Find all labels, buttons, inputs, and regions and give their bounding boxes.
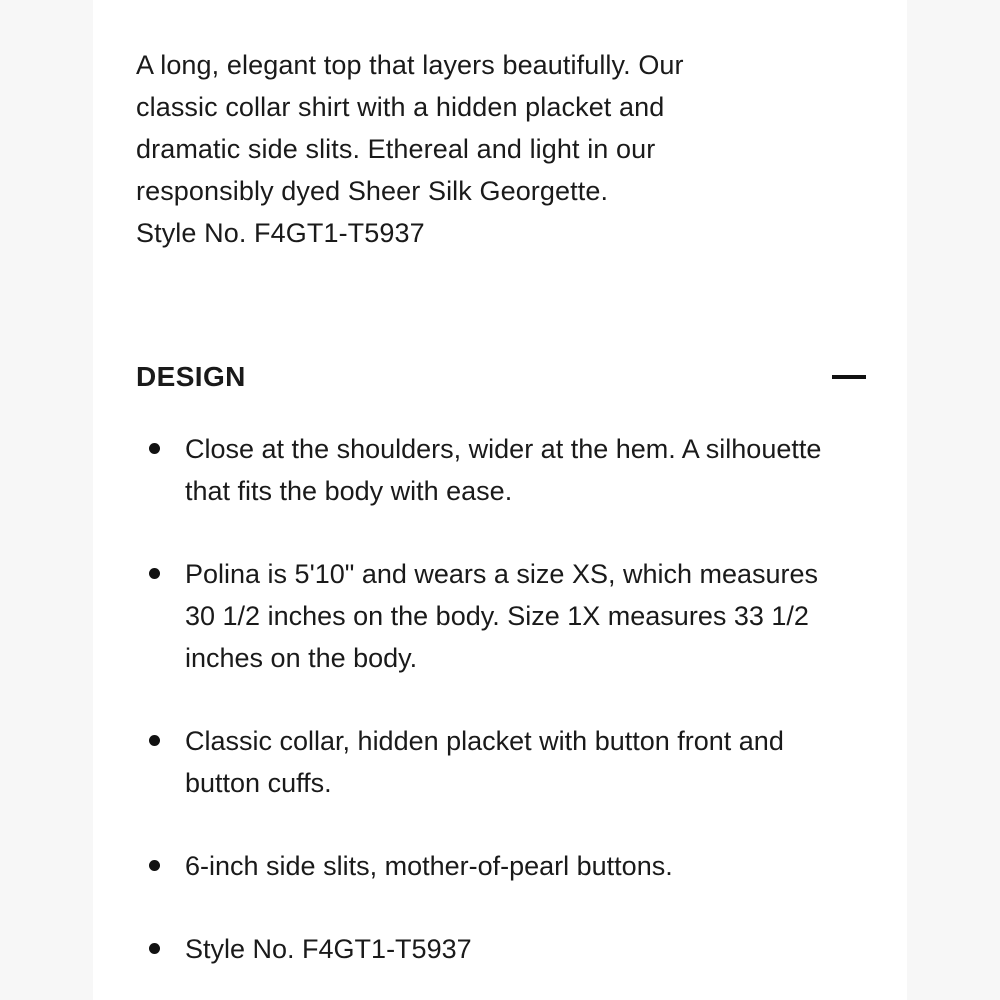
list-item-text: 6-inch side slits, mother-of-pearl buttons. — [185, 851, 673, 881]
bullet-icon — [149, 735, 160, 746]
design-section-toggle[interactable] — [136, 355, 866, 399]
minus-icon[interactable] — [832, 375, 866, 379]
description-line: dramatic side slits. Ethereal and light in our — [136, 134, 656, 164]
list-item — [136, 845, 836, 887]
bullet-icon — [149, 860, 160, 871]
style-number: Style No. F4GT1-T5937 — [136, 218, 425, 248]
list-item-text: Classic collar, hidden placket with button front and button cuffs. — [185, 726, 784, 798]
list-item — [136, 928, 836, 970]
design-details-list — [136, 428, 836, 970]
list-item — [136, 428, 836, 512]
bullet-icon — [149, 568, 160, 579]
bullet-icon — [149, 943, 160, 954]
design-section-title: DESIGN — [136, 361, 246, 392]
list-item-text: Close at the shoulders, wider at the hem. A silhouette that fits the body with ease. — [185, 434, 822, 506]
list-item-text: Polina is 5'10" and wears a size XS, which measures 30 1/2 inches on the body. Size 1X measures 33 1/2 inches on the body. — [185, 559, 819, 673]
description-line: classic collar shirt with a hidden placket and — [136, 92, 665, 122]
list-item-text: Style No. F4GT1-T5937 — [185, 934, 472, 964]
product-description — [136, 44, 796, 254]
bullet-icon — [149, 443, 160, 454]
list-item — [136, 720, 836, 804]
description-line: responsibly dyed Sheer Silk Georgette. — [136, 176, 609, 206]
list-item — [136, 553, 836, 679]
description-line: A long, elegant top that layers beautifully. Our — [136, 50, 684, 80]
